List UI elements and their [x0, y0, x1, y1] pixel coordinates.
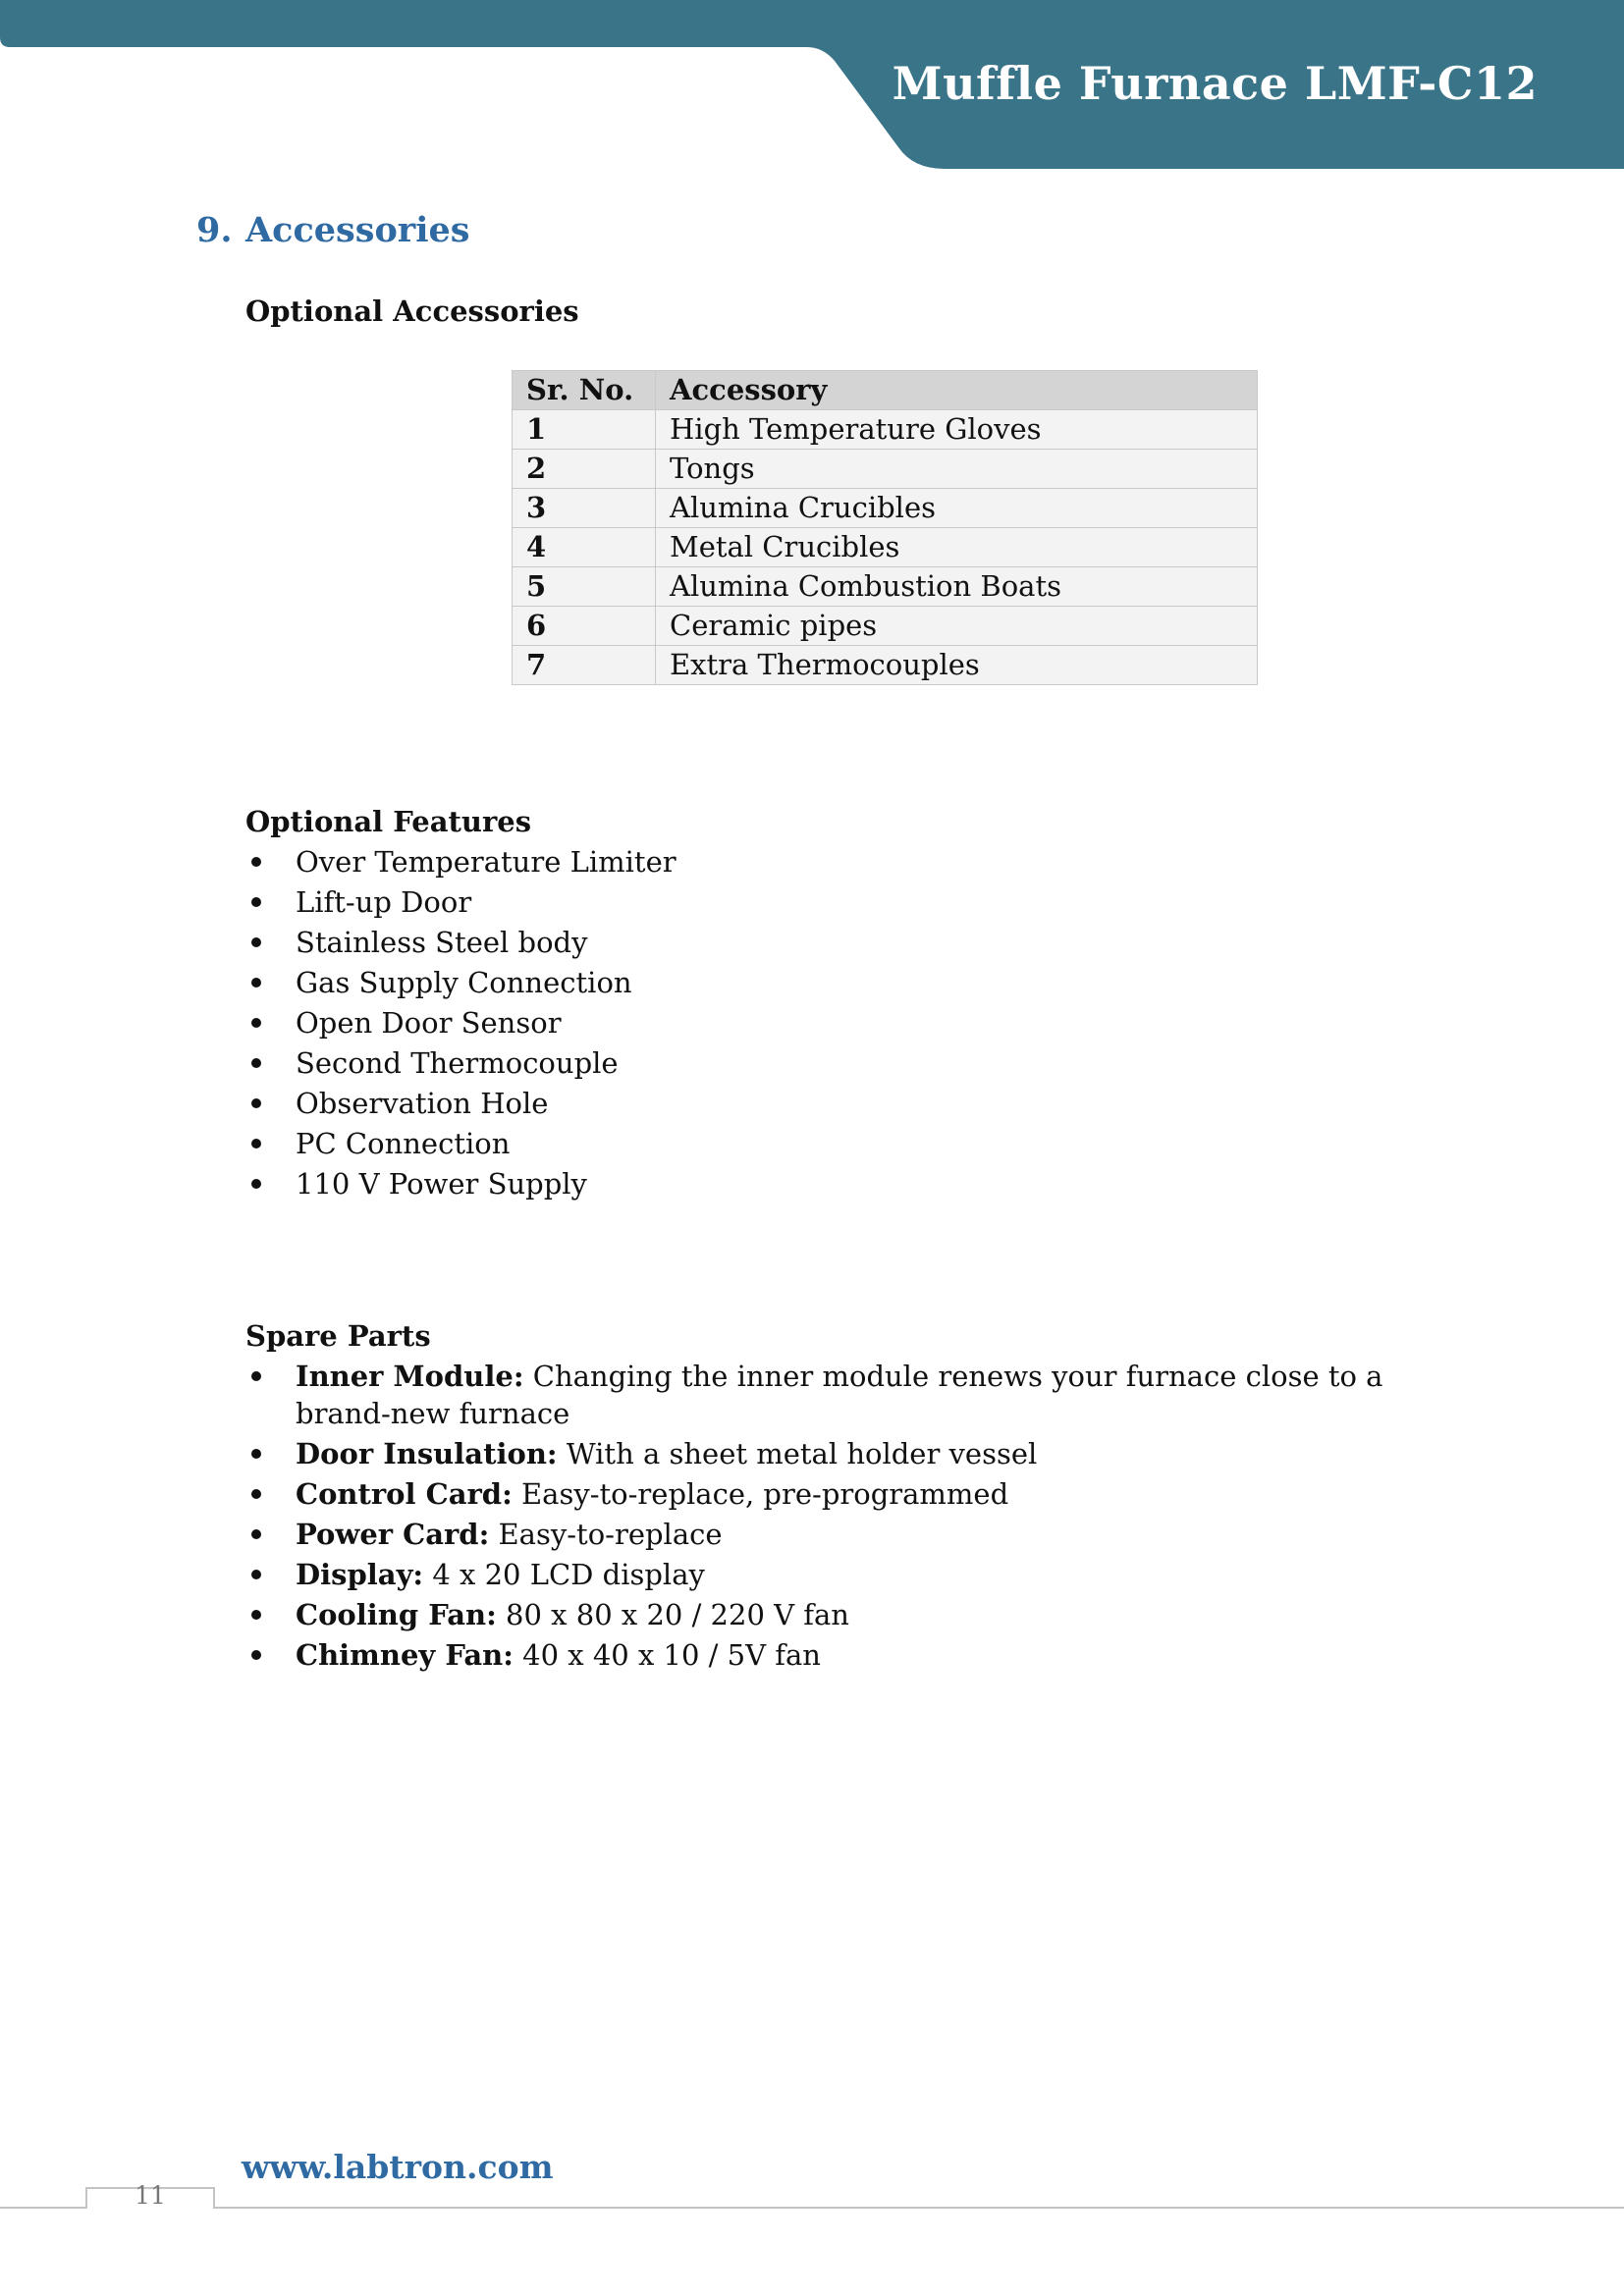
list-item: [245, 1556, 1453, 1593]
list-item: [245, 1516, 1453, 1553]
column-header-accessory: Accessory: [656, 371, 1258, 410]
table-row: [513, 607, 1258, 646]
bullet-icon: [251, 897, 261, 907]
spare-label: Power Card:: [296, 1518, 490, 1551]
spare-text: Easy-to-replace, pre-programmed: [512, 1477, 1009, 1511]
bullet-icon: [251, 1139, 261, 1148]
footer-rule: [0, 2174, 1624, 2214]
bullet-icon: [251, 1371, 261, 1381]
spare-label: Inner Module:: [296, 1360, 524, 1393]
row-number: 4: [513, 528, 656, 567]
spare-label: Door Insulation:: [296, 1437, 558, 1470]
accessories-table: [512, 370, 1258, 685]
list-item: [245, 1358, 1453, 1432]
list-item: [245, 843, 1473, 881]
document-title: Muffle Furnace LMF-C12: [892, 57, 1538, 110]
list-item: [245, 1125, 1473, 1162]
spare-label: Display:: [296, 1558, 424, 1591]
table-row: [513, 489, 1258, 528]
bullet-icon: [251, 1529, 261, 1539]
feature-text: Over Temperature Limiter: [296, 845, 677, 879]
spare-label: Cooling Fan:: [296, 1598, 497, 1631]
spare-label: Chimney Fan:: [296, 1638, 514, 1672]
section-title: Accessories: [245, 210, 470, 250]
spare-parts-heading: Spare Parts: [245, 1319, 431, 1353]
bullet-icon: [251, 1098, 261, 1108]
list-item: [245, 964, 1473, 1001]
feature-text: PC Connection: [296, 1127, 511, 1160]
spare-text: 40 x 40 x 10 / 5V fan: [513, 1638, 821, 1672]
row-number: 6: [513, 607, 656, 646]
bullet-icon: [251, 937, 261, 947]
row-accessory: Extra Thermocouples: [656, 646, 1258, 685]
spare-text: With a sheet metal holder vessel: [557, 1437, 1038, 1470]
row-number: 5: [513, 567, 656, 607]
spare-text: Easy-to-replace: [489, 1518, 723, 1551]
table-header-row: [513, 371, 1258, 410]
list-item: [245, 1044, 1473, 1082]
bullet-icon: [251, 1058, 261, 1068]
table-row: [513, 646, 1258, 685]
table-row: [513, 410, 1258, 450]
column-header-sr-no: Sr. No.: [513, 371, 656, 410]
section-number: 9.: [196, 210, 233, 250]
row-accessory: Alumina Crucibles: [656, 489, 1258, 528]
list-item: [245, 1165, 1473, 1202]
spare-text: Changing the inner module renews your furnace close to a brand-new furnace: [296, 1360, 1383, 1430]
row-accessory: Alumina Combustion Boats: [656, 567, 1258, 607]
bullet-icon: [251, 1489, 261, 1499]
feature-text: 110 V Power Supply: [296, 1167, 587, 1201]
spare-label: Control Card:: [296, 1477, 513, 1511]
bullet-icon: [251, 978, 261, 988]
table-row: [513, 528, 1258, 567]
bullet-icon: [251, 1449, 261, 1459]
list-item: [245, 1475, 1453, 1513]
bullet-icon: [251, 1018, 261, 1028]
list-item: [245, 883, 1473, 921]
bullet-icon: [251, 857, 261, 867]
table-row: [513, 567, 1258, 607]
bullet-icon: [251, 1650, 261, 1660]
feature-text: Lift-up Door: [296, 885, 472, 919]
feature-text: Second Thermocouple: [296, 1046, 619, 1080]
optional-features-list: [245, 843, 1473, 1205]
row-number: 3: [513, 489, 656, 528]
page-number: 11: [135, 2181, 166, 2210]
feature-text: Stainless Steel body: [296, 926, 588, 959]
bullet-icon: [251, 1179, 261, 1189]
row-number: 7: [513, 646, 656, 685]
spare-text: 4 x 20 LCD display: [423, 1558, 705, 1591]
optional-features-heading: Optional Features: [245, 805, 532, 838]
row-accessory: Metal Crucibles: [656, 528, 1258, 567]
section-heading: [196, 210, 470, 250]
row-accessory: High Temperature Gloves: [656, 410, 1258, 450]
row-accessory: Ceramic pipes: [656, 607, 1258, 646]
spare-text: 80 x 80 x 20 / 220 V fan: [496, 1598, 849, 1631]
list-item: [245, 924, 1473, 961]
list-item: [245, 1004, 1473, 1041]
row-number: 2: [513, 450, 656, 489]
list-item: [245, 1636, 1453, 1674]
bullet-icon: [251, 1570, 261, 1579]
list-item: [245, 1085, 1473, 1122]
feature-text: Gas Supply Connection: [296, 966, 632, 999]
list-item: [245, 1435, 1453, 1472]
table-row: [513, 450, 1258, 489]
row-accessory: Tongs: [656, 450, 1258, 489]
feature-text: Open Door Sensor: [296, 1006, 562, 1040]
optional-accessories-heading: Optional Accessories: [245, 294, 579, 328]
feature-text: Observation Hole: [296, 1087, 549, 1120]
bullet-icon: [251, 1610, 261, 1620]
list-item: [245, 1596, 1453, 1633]
spare-parts-list: [245, 1358, 1453, 1677]
row-number: 1: [513, 410, 656, 450]
footer-website-link[interactable]: www.labtron.com: [242, 2148, 554, 2186]
